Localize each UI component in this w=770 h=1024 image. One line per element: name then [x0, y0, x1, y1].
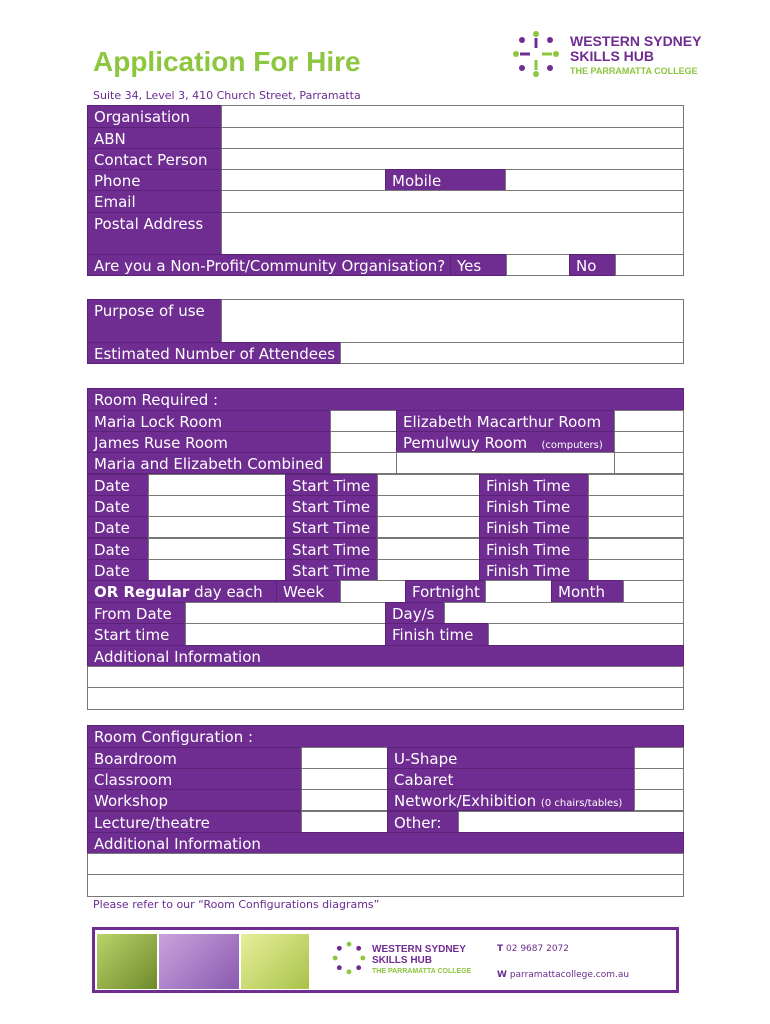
- maria-lock-label: Maria Lock Room: [87, 410, 331, 432]
- date-field[interactable]: [148, 516, 286, 538]
- date-field[interactable]: [148, 474, 286, 496]
- no-label: No: [569, 254, 616, 276]
- address: Suite 34, Level 3, 410 Church Street, Parramatta: [93, 89, 361, 102]
- week-label: Week: [276, 580, 341, 603]
- logo-line-1: WESTERN SYDNEY: [570, 33, 702, 49]
- config-additional-heading: Additional Information: [87, 832, 684, 854]
- day-each-text: day each: [189, 583, 263, 601]
- network-label: [387, 789, 635, 811]
- nonprofit-question: Are you a Non-Profit/Community Organisation?: [87, 254, 451, 276]
- finish-time-field[interactable]: [588, 495, 684, 517]
- days-field[interactable]: [444, 602, 684, 624]
- days-label: Day/s: [385, 602, 445, 624]
- start-time-lc-field[interactable]: [185, 623, 386, 646]
- start-time-field[interactable]: [377, 495, 480, 517]
- organisation-label: Organisation: [87, 105, 222, 128]
- finish-time-label: Finish Time: [479, 538, 589, 560]
- other-field[interactable]: [458, 811, 684, 833]
- or-regular-text: OR Regular: [94, 583, 190, 601]
- james-ruse-checkbox[interactable]: [330, 431, 397, 453]
- start-time-lc-label: Start time: [87, 623, 186, 646]
- or-regular-label: [87, 580, 277, 603]
- start-time-field[interactable]: [377, 538, 480, 560]
- finish-time-lc-field[interactable]: [488, 623, 684, 646]
- maria-lock-checkbox[interactable]: [330, 410, 397, 432]
- boardroom-label: Boardroom: [87, 747, 302, 769]
- pemulwuy-label: [396, 431, 615, 453]
- date-label: Date: [87, 474, 149, 496]
- finish-time-label: Finish Time: [479, 559, 589, 581]
- network-checkbox[interactable]: [634, 789, 684, 811]
- rooms-additional-heading: Additional Information: [87, 645, 684, 667]
- logo-line-3: THE PARRAMATTA COLLEGE: [570, 66, 698, 76]
- footer-photo-3: [241, 934, 309, 989]
- organisation-field[interactable]: [221, 105, 684, 128]
- start-time-label: Start Time: [285, 538, 378, 560]
- purpose-field[interactable]: [221, 299, 684, 343]
- rooms-additional-field-1[interactable]: [87, 666, 684, 688]
- workshop-checkbox[interactable]: [301, 789, 388, 811]
- lecture-label: Lecture/theatre: [87, 811, 302, 833]
- start-time-field[interactable]: [377, 516, 480, 538]
- start-time-label: Start Time: [285, 474, 378, 496]
- purpose-label: Purpose of use: [87, 299, 222, 343]
- date-label: Date: [87, 559, 149, 581]
- footer-phone: [497, 944, 569, 954]
- pemulwuy-checkbox[interactable]: [614, 431, 684, 453]
- start-time-label: Start Time: [285, 559, 378, 581]
- pemulwuy-text: Pemulwuy Room: [403, 434, 528, 452]
- abn-field[interactable]: [221, 127, 684, 150]
- finish-time-field[interactable]: [588, 559, 684, 581]
- phone-label: Phone: [87, 169, 222, 192]
- people-circle-icon: [510, 28, 562, 80]
- james-ruse-label: James Ruse Room: [87, 431, 331, 453]
- page-title: Application For Hire: [93, 46, 361, 77]
- postal-address-field[interactable]: [221, 212, 684, 255]
- footer-logo-line-2: SKILLS HUB: [372, 955, 432, 966]
- footer-banner: [92, 927, 679, 993]
- lecture-checkbox[interactable]: [301, 811, 388, 833]
- start-time-field[interactable]: [377, 559, 480, 581]
- network-note: (0 chairs/tables): [540, 798, 623, 809]
- start-time-label: Start Time: [285, 495, 378, 517]
- finish-time-field[interactable]: [588, 538, 684, 560]
- date-field[interactable]: [148, 495, 286, 517]
- footer-logo-icon: [331, 940, 367, 976]
- phone-field[interactable]: [221, 169, 386, 192]
- from-date-label: From Date: [87, 602, 186, 624]
- contact-person-label: Contact Person: [87, 148, 222, 171]
- combined-checkbox[interactable]: [330, 452, 397, 474]
- fortnight-checkbox[interactable]: [485, 580, 552, 603]
- room-config-heading: Room Configuration :: [87, 725, 684, 748]
- date-label: Date: [87, 495, 149, 517]
- footer-web: [497, 970, 629, 980]
- room-required-heading: Room Required :: [87, 388, 684, 411]
- workshop-label: Workshop: [87, 789, 302, 811]
- attendees-label: Estimated Number of Attendees: [87, 342, 341, 364]
- rooms-additional-field-2[interactable]: [87, 687, 684, 710]
- combined-spacer: [396, 452, 615, 474]
- computers-note: (computers): [541, 440, 603, 451]
- other-label: Other:: [387, 811, 459, 833]
- abn-label: ABN: [87, 127, 222, 150]
- start-time-field[interactable]: [377, 474, 480, 496]
- date-field[interactable]: [148, 559, 286, 581]
- boardroom-checkbox[interactable]: [301, 747, 388, 769]
- classroom-label: Classroom: [87, 768, 302, 790]
- finish-time-label: Finish Time: [479, 495, 589, 517]
- finish-time-label: Finish Time: [479, 516, 589, 538]
- elizabeth-label: Elizabeth Macarthur Room: [396, 410, 615, 432]
- yes-checkbox[interactable]: [506, 254, 570, 276]
- finish-time-field[interactable]: [588, 474, 684, 496]
- yes-label: Yes: [450, 254, 507, 276]
- t-label: T: [497, 944, 504, 954]
- fortnight-label: Fortnight: [405, 580, 486, 603]
- date-field[interactable]: [148, 538, 286, 560]
- mobile-field[interactable]: [505, 169, 684, 192]
- no-checkbox[interactable]: [615, 254, 684, 276]
- classroom-checkbox[interactable]: [301, 768, 388, 790]
- web-address[interactable]: parramattacollege.com.au: [509, 970, 630, 980]
- from-date-field[interactable]: [185, 602, 386, 624]
- logo-line-2: SKILLS HUB: [570, 48, 654, 64]
- combined-spacer-2: [614, 452, 684, 474]
- footer-logo-line-3: THE PARRAMATTA COLLEGE: [372, 968, 472, 975]
- finish-time-field[interactable]: [588, 516, 684, 538]
- start-time-label: Start Time: [285, 516, 378, 538]
- mobile-label: Mobile: [385, 169, 506, 192]
- combined-label: Maria and Elizabeth Combined: [87, 452, 331, 474]
- college-logo: [510, 28, 720, 80]
- network-text: Network/Exhibition: [394, 792, 537, 810]
- attendees-field[interactable]: [340, 342, 684, 364]
- finish-time-label: Finish Time: [479, 474, 589, 496]
- phone-number: 02 9687 2072: [506, 944, 569, 954]
- footer-photo-2: [159, 934, 239, 989]
- config-additional-field-2[interactable]: [87, 874, 684, 897]
- month-label: Month: [551, 580, 624, 603]
- cabaret-checkbox[interactable]: [634, 768, 684, 790]
- date-label: Date: [87, 538, 149, 560]
- month-checkbox[interactable]: [623, 580, 684, 603]
- footer-photo-1: [97, 934, 157, 989]
- config-additional-field-1[interactable]: [87, 853, 684, 875]
- ushape-checkbox[interactable]: [634, 747, 684, 769]
- contact-person-field[interactable]: [221, 148, 684, 171]
- w-label: W: [497, 970, 507, 980]
- date-label: Date: [87, 516, 149, 538]
- ushape-label: U-Shape: [387, 747, 635, 769]
- finish-time-lc-label: Finish time: [385, 623, 489, 646]
- email-field[interactable]: [221, 190, 684, 213]
- email-label: Email: [87, 190, 222, 213]
- elizabeth-checkbox[interactable]: [614, 410, 684, 432]
- footer-logo-line-1: WESTERN SYDNEY: [372, 944, 466, 955]
- postal-address-label: Postal Address: [87, 212, 222, 255]
- config-note: Please refer to our “Room Configurations diagrams”: [93, 898, 380, 911]
- cabaret-label: Cabaret: [387, 768, 635, 790]
- week-checkbox[interactable]: [340, 580, 406, 603]
